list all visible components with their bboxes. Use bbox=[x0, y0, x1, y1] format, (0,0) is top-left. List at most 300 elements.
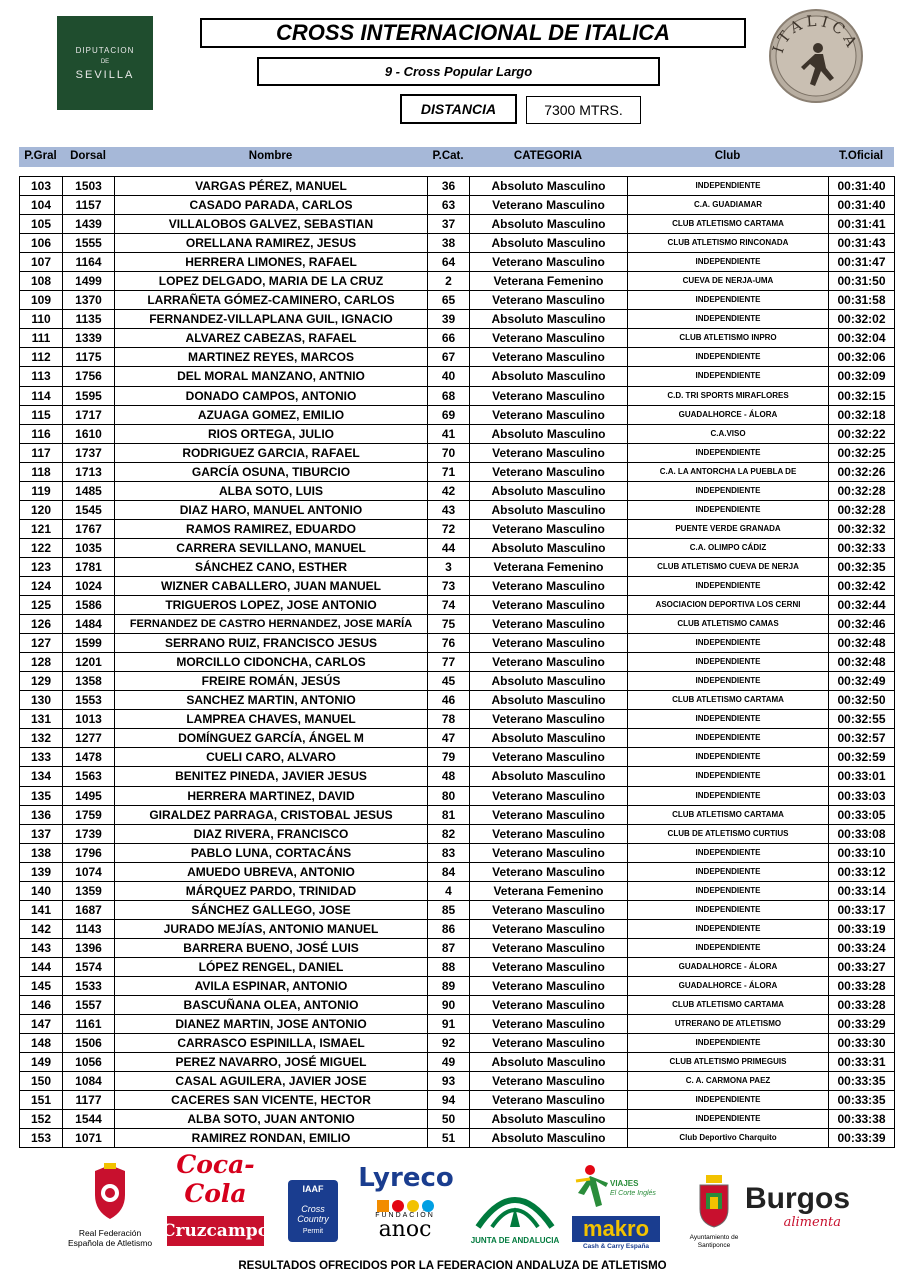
cell-runner-name: FERNANDEZ DE CASTRO HERNANDEZ, JOSE MARÍA bbox=[115, 615, 428, 634]
cell-club: INDEPENDIENTE bbox=[628, 786, 829, 805]
cell-runner-name: DIAZ HARO, MANUEL ANTONIO bbox=[115, 500, 428, 519]
cell-category: Veterano Masculino bbox=[470, 1034, 628, 1053]
cell-official-time: 00:33:10 bbox=[829, 843, 895, 862]
cell-official-time: 00:31:43 bbox=[829, 234, 895, 253]
cell-pos-category: 39 bbox=[428, 310, 470, 329]
cell-pos-category: 84 bbox=[428, 862, 470, 881]
cell-runner-name: BASCUÑANA OLEA, ANTONIO bbox=[115, 996, 428, 1015]
cell-pos-category: 94 bbox=[428, 1091, 470, 1110]
cell-pos-category: 36 bbox=[428, 177, 470, 196]
cell-club: INDEPENDIENTE bbox=[628, 177, 829, 196]
distance-label: DISTANCIA bbox=[400, 94, 517, 124]
table-row bbox=[20, 291, 895, 310]
cell-club: INDEPENDIENTE bbox=[628, 672, 829, 691]
cell-runner-name: JURADO MEJÍAS, ANTONIO MANUEL bbox=[115, 919, 428, 938]
cross-country-text: Cross Country bbox=[297, 1204, 329, 1224]
cell-category: Veterano Masculino bbox=[470, 386, 628, 405]
cell-runner-name: ALBA SOTO, JUAN ANTONIO bbox=[115, 1110, 428, 1129]
cell-runner-name: AZUAGA GOMEZ, EMILIO bbox=[115, 405, 428, 424]
cell-dorsal: 1599 bbox=[63, 634, 115, 653]
cell-category: Absoluto Masculino bbox=[470, 500, 628, 519]
table-row bbox=[20, 348, 895, 367]
cell-club: INDEPENDIENTE bbox=[628, 919, 829, 938]
cell-dorsal: 1499 bbox=[63, 272, 115, 291]
table-row bbox=[20, 938, 895, 957]
cell-category: Absoluto Masculino bbox=[470, 215, 628, 234]
cell-pos-category: 42 bbox=[428, 481, 470, 500]
cell-official-time: 00:32:25 bbox=[829, 443, 895, 462]
cell-runner-name: PABLO LUNA, CORTACÁNS bbox=[115, 843, 428, 862]
viajes-elcorteingles-logo bbox=[570, 1163, 660, 1211]
cell-pos-category: 89 bbox=[428, 976, 470, 995]
cell-category: Absoluto Masculino bbox=[470, 177, 628, 196]
cell-runner-name: DIANEZ MARTIN, JOSE ANTONIO bbox=[115, 1015, 428, 1034]
cell-club: INDEPENDIENTE bbox=[628, 443, 829, 462]
results-table bbox=[19, 176, 895, 1148]
cell-dorsal: 1767 bbox=[63, 519, 115, 538]
cell-pos-general: 119 bbox=[20, 481, 63, 500]
cell-dorsal: 1164 bbox=[63, 253, 115, 272]
cell-category: Absoluto Masculino bbox=[470, 367, 628, 386]
cell-pos-general: 110 bbox=[20, 310, 63, 329]
cell-club: INDEPENDIENTE bbox=[628, 881, 829, 900]
cell-category: Veterano Masculino bbox=[470, 348, 628, 367]
cell-category: Veterano Masculino bbox=[470, 462, 628, 481]
cell-pos-category: 91 bbox=[428, 1015, 470, 1034]
cell-pos-category: 87 bbox=[428, 938, 470, 957]
cell-category: Absoluto Masculino bbox=[470, 1110, 628, 1129]
cell-club: INDEPENDIENTE bbox=[628, 291, 829, 310]
cell-pos-category: 86 bbox=[428, 919, 470, 938]
cell-runner-name: RAMOS RAMIREZ, EDUARDO bbox=[115, 519, 428, 538]
cell-pos-category: 68 bbox=[428, 386, 470, 405]
cell-pos-category: 69 bbox=[428, 405, 470, 424]
cell-dorsal: 1506 bbox=[63, 1034, 115, 1053]
cell-runner-name: CUELI CARO, ALVARO bbox=[115, 748, 428, 767]
cell-official-time: 00:33:38 bbox=[829, 1110, 895, 1129]
cell-category: Veterano Masculino bbox=[470, 291, 628, 310]
cell-official-time: 00:32:32 bbox=[829, 519, 895, 538]
cell-pos-category: 75 bbox=[428, 615, 470, 634]
table-row bbox=[20, 767, 895, 786]
cell-category: Absoluto Masculino bbox=[470, 234, 628, 253]
diputacion-sevilla-logo bbox=[57, 16, 153, 110]
cell-pos-general: 133 bbox=[20, 748, 63, 767]
results-column-header bbox=[19, 147, 894, 167]
cell-pos-general: 129 bbox=[20, 672, 63, 691]
cell-runner-name: BENITEZ PINEDA, JAVIER JESUS bbox=[115, 767, 428, 786]
cell-pos-general: 114 bbox=[20, 386, 63, 405]
cell-official-time: 00:33:27 bbox=[829, 957, 895, 976]
cell-category: Veterano Masculino bbox=[470, 710, 628, 729]
cell-runner-name: ORELLANA RAMIREZ, JESUS bbox=[115, 234, 428, 253]
logo-text: DIPUTACION bbox=[75, 45, 135, 55]
cell-runner-name: MORCILLO CIDONCHA, CARLOS bbox=[115, 653, 428, 672]
cell-official-time: 00:33:35 bbox=[829, 1091, 895, 1110]
cell-pos-general: 126 bbox=[20, 615, 63, 634]
cell-official-time: 00:32:59 bbox=[829, 748, 895, 767]
cell-official-time: 00:32:48 bbox=[829, 634, 895, 653]
cell-official-time: 00:32:06 bbox=[829, 348, 895, 367]
cell-official-time: 00:32:26 bbox=[829, 462, 895, 481]
cell-category: Veterano Masculino bbox=[470, 196, 628, 215]
cell-dorsal: 1024 bbox=[63, 576, 115, 595]
cell-pos-general: 117 bbox=[20, 443, 63, 462]
cell-pos-category: 92 bbox=[428, 1034, 470, 1053]
cell-runner-name: MARTINEZ REYES, MARCOS bbox=[115, 348, 428, 367]
cell-pos-category: 37 bbox=[428, 215, 470, 234]
cell-club: CLUB ATLETISMO CUEVA DE NERJA bbox=[628, 557, 829, 576]
cell-pos-category: 80 bbox=[428, 786, 470, 805]
cell-pos-category: 88 bbox=[428, 957, 470, 976]
distance-value: 7300 MTRS. bbox=[526, 96, 641, 124]
cell-club: GUADALHORCE - ÁLORA bbox=[628, 957, 829, 976]
fundacion-anoc-logo bbox=[365, 1200, 445, 1256]
cell-runner-name: ALBA SOTO, LUIS bbox=[115, 481, 428, 500]
cell-pos-category: 49 bbox=[428, 1053, 470, 1072]
cell-dorsal: 1135 bbox=[63, 310, 115, 329]
italica-logo-text: ITALICA bbox=[768, 11, 863, 56]
cell-club: PUENTE VERDE GRANADA bbox=[628, 519, 829, 538]
cell-dorsal: 1495 bbox=[63, 786, 115, 805]
cell-pos-general: 144 bbox=[20, 957, 63, 976]
cell-pos-general: 122 bbox=[20, 538, 63, 557]
cell-runner-name: TRIGUEROS LOPEZ, JOSE ANTONIO bbox=[115, 596, 428, 615]
table-row bbox=[20, 824, 895, 843]
race-subtitle: 9 - Cross Popular Largo bbox=[257, 57, 660, 86]
cell-category: Absoluto Masculino bbox=[470, 729, 628, 748]
cell-pos-general: 152 bbox=[20, 1110, 63, 1129]
table-row bbox=[20, 653, 895, 672]
iaaf-cross-country-logo bbox=[288, 1180, 338, 1242]
cell-official-time: 00:32:49 bbox=[829, 672, 895, 691]
cell-runner-name: ALVAREZ CABEZAS, RAFAEL bbox=[115, 329, 428, 348]
cell-category: Veterano Masculino bbox=[470, 653, 628, 672]
cell-dorsal: 1175 bbox=[63, 348, 115, 367]
col-nombre: Nombre bbox=[248, 150, 293, 162]
page-title: CROSS INTERNACIONAL DE ITALICA bbox=[200, 18, 746, 48]
cell-club: INDEPENDIENTE bbox=[628, 348, 829, 367]
table-row bbox=[20, 462, 895, 481]
cell-category: Veterano Masculino bbox=[470, 976, 628, 995]
runner-figure-icon bbox=[570, 1163, 610, 1209]
cell-dorsal: 1555 bbox=[63, 234, 115, 253]
cell-category: Absoluto Masculino bbox=[470, 767, 628, 786]
cell-club: CLUB ATLETISMO CARTAMA bbox=[628, 691, 829, 710]
cell-pos-category: 50 bbox=[428, 1110, 470, 1129]
cell-club: CLUB ATLETISMO PRIMEGUIS bbox=[628, 1053, 829, 1072]
table-row bbox=[20, 996, 895, 1015]
cell-club: INDEPENDIENTE bbox=[628, 938, 829, 957]
cell-dorsal: 1161 bbox=[63, 1015, 115, 1034]
table-row bbox=[20, 634, 895, 653]
cell-dorsal: 1610 bbox=[63, 424, 115, 443]
cell-official-time: 00:33:30 bbox=[829, 1034, 895, 1053]
cell-runner-name: SANCHEZ MARTIN, ANTONIO bbox=[115, 691, 428, 710]
cell-dorsal: 1759 bbox=[63, 805, 115, 824]
table-row bbox=[20, 367, 895, 386]
cell-pos-general: 138 bbox=[20, 843, 63, 862]
cell-pos-category: 65 bbox=[428, 291, 470, 310]
cell-pos-general: 108 bbox=[20, 272, 63, 291]
cell-dorsal: 1545 bbox=[63, 500, 115, 519]
cell-dorsal: 1544 bbox=[63, 1110, 115, 1129]
cell-dorsal: 1339 bbox=[63, 329, 115, 348]
cell-dorsal: 1359 bbox=[63, 881, 115, 900]
cell-official-time: 00:33:12 bbox=[829, 862, 895, 881]
cell-club: GUADALHORCE - ÁLORA bbox=[628, 405, 829, 424]
cell-official-time: 00:32:57 bbox=[829, 729, 895, 748]
cell-dorsal: 1035 bbox=[63, 538, 115, 557]
italica-runner-icon bbox=[768, 8, 864, 104]
anoc-dots bbox=[365, 1200, 445, 1212]
cell-runner-name: LAMPREA CHAVES, MANUEL bbox=[115, 710, 428, 729]
cell-pos-category: 51 bbox=[428, 1129, 470, 1148]
table-row bbox=[20, 310, 895, 329]
cell-category: Absoluto Masculino bbox=[470, 672, 628, 691]
table-row bbox=[20, 729, 895, 748]
lyreco-logo: Lyreco bbox=[358, 1163, 454, 1193]
cell-official-time: 00:32:33 bbox=[829, 538, 895, 557]
cell-pos-general: 118 bbox=[20, 462, 63, 481]
cell-pos-general: 120 bbox=[20, 500, 63, 519]
cell-official-time: 00:33:39 bbox=[829, 1129, 895, 1148]
iaaf-text: IAAF bbox=[302, 1184, 324, 1194]
cell-pos-category: 83 bbox=[428, 843, 470, 862]
cell-category: Veterano Masculino bbox=[470, 405, 628, 424]
cell-pos-category: 70 bbox=[428, 443, 470, 462]
santiponce-crest-icon bbox=[696, 1175, 732, 1229]
burgos-alimenta-logo bbox=[745, 1182, 850, 1243]
cell-dorsal: 1756 bbox=[63, 367, 115, 386]
cell-category: Veterano Masculino bbox=[470, 634, 628, 653]
cell-pos-general: 104 bbox=[20, 196, 63, 215]
cell-official-time: 00:32:42 bbox=[829, 576, 895, 595]
table-row bbox=[20, 557, 895, 576]
cell-club: C.D. TRI SPORTS MIRAFLORES bbox=[628, 386, 829, 405]
cell-category: Veterano Masculino bbox=[470, 253, 628, 272]
logo-text: DE bbox=[100, 58, 110, 65]
cell-pos-category: 71 bbox=[428, 462, 470, 481]
cell-category: Veterano Masculino bbox=[470, 1015, 628, 1034]
cell-runner-name: MÁRQUEZ PARDO, TRINIDAD bbox=[115, 881, 428, 900]
cell-dorsal: 1781 bbox=[63, 557, 115, 576]
cell-pos-category: 45 bbox=[428, 672, 470, 691]
table-row bbox=[20, 672, 895, 691]
table-row bbox=[20, 234, 895, 253]
cell-official-time: 00:33:01 bbox=[829, 767, 895, 786]
cell-runner-name: GIRALDEZ PARRAGA, CRISTOBAL JESUS bbox=[115, 805, 428, 824]
col-p-gral: P.Gral bbox=[24, 150, 57, 162]
cell-runner-name: RIOS ORTEGA, JULIO bbox=[115, 424, 428, 443]
cell-category: Veterano Masculino bbox=[470, 919, 628, 938]
cell-official-time: 00:31:41 bbox=[829, 215, 895, 234]
cell-official-time: 00:32:22 bbox=[829, 424, 895, 443]
cell-pos-general: 116 bbox=[20, 424, 63, 443]
cell-pos-general: 121 bbox=[20, 519, 63, 538]
cell-club: INDEPENDIENTE bbox=[628, 748, 829, 767]
logo-text: SEVILLA bbox=[75, 68, 135, 81]
cell-runner-name: AMUEDO UBREVA, ANTONIO bbox=[115, 862, 428, 881]
cell-pos-general: 151 bbox=[20, 1091, 63, 1110]
cell-pos-category: 44 bbox=[428, 538, 470, 557]
cell-category: Veterano Masculino bbox=[470, 1072, 628, 1091]
cell-club: INDEPENDIENTE bbox=[628, 1110, 829, 1129]
cell-runner-name: LOPEZ DELGADO, MARIA DE LA CRUZ bbox=[115, 272, 428, 291]
cell-pos-category: 48 bbox=[428, 767, 470, 786]
table-row bbox=[20, 748, 895, 767]
cell-category: Veterano Masculino bbox=[470, 824, 628, 843]
table-row bbox=[20, 1129, 895, 1148]
cell-club: INDEPENDIENTE bbox=[628, 576, 829, 595]
cell-category: Veterano Masculino bbox=[470, 519, 628, 538]
cell-pos-general: 141 bbox=[20, 900, 63, 919]
cell-official-time: 00:33:28 bbox=[829, 976, 895, 995]
cell-pos-category: 79 bbox=[428, 748, 470, 767]
cell-official-time: 00:32:55 bbox=[829, 710, 895, 729]
cell-pos-general: 146 bbox=[20, 996, 63, 1015]
cell-runner-name: CASADO PARADA, CARLOS bbox=[115, 196, 428, 215]
cell-official-time: 00:33:19 bbox=[829, 919, 895, 938]
cell-pos-general: 128 bbox=[20, 653, 63, 672]
cell-club: INDEPENDIENTE bbox=[628, 253, 829, 272]
cell-dorsal: 1074 bbox=[63, 862, 115, 881]
ayuntamiento-line: Santiponce bbox=[697, 1242, 731, 1249]
cell-pos-category: 76 bbox=[428, 634, 470, 653]
cell-runner-name: CACERES SAN VICENTE, HECTOR bbox=[115, 1091, 428, 1110]
cell-dorsal: 1503 bbox=[63, 177, 115, 196]
cell-pos-category: 46 bbox=[428, 691, 470, 710]
cell-official-time: 00:33:03 bbox=[829, 786, 895, 805]
table-row bbox=[20, 596, 895, 615]
cell-runner-name: CARRERA SEVILLANO, MANUEL bbox=[115, 538, 428, 557]
table-row bbox=[20, 919, 895, 938]
alimenta-text: alimenta bbox=[783, 1215, 841, 1230]
cell-official-time: 00:32:46 bbox=[829, 615, 895, 634]
cell-official-time: 00:31:50 bbox=[829, 272, 895, 291]
cell-club: INDEPENDIENTE bbox=[628, 367, 829, 386]
cell-category: Veterano Masculino bbox=[470, 843, 628, 862]
cell-pos-category: 64 bbox=[428, 253, 470, 272]
cell-official-time: 00:33:28 bbox=[829, 996, 895, 1015]
cell-pos-category: 74 bbox=[428, 596, 470, 615]
table-row bbox=[20, 615, 895, 634]
footer-credit: RESULTADOS OFRECIDOS POR LA FEDERACION ANDALUZA DE ATLETISMO bbox=[238, 1260, 667, 1272]
cell-category: Absoluto Masculino bbox=[470, 424, 628, 443]
cell-club: CLUB DE ATLETISMO CURTIUS bbox=[628, 824, 829, 843]
cell-pos-general: 149 bbox=[20, 1053, 63, 1072]
cell-dorsal: 1557 bbox=[63, 996, 115, 1015]
col-dorsal: Dorsal bbox=[70, 150, 106, 162]
cell-dorsal: 1796 bbox=[63, 843, 115, 862]
cell-pos-category: 3 bbox=[428, 557, 470, 576]
cell-category: Veterana Femenino bbox=[470, 881, 628, 900]
cell-pos-category: 72 bbox=[428, 519, 470, 538]
cell-dorsal: 1739 bbox=[63, 824, 115, 843]
rfea-line: Española de Atletismo bbox=[67, 1238, 153, 1248]
col-t-oficial: T.Oficial bbox=[838, 150, 884, 162]
cell-dorsal: 1713 bbox=[63, 462, 115, 481]
table-row bbox=[20, 710, 895, 729]
cell-pos-category: 40 bbox=[428, 367, 470, 386]
junta-andalucia-logo bbox=[470, 1183, 560, 1247]
table-row bbox=[20, 424, 895, 443]
cell-dorsal: 1563 bbox=[63, 767, 115, 786]
cell-club: Club Deportivo Charquito bbox=[628, 1129, 829, 1148]
cell-pos-category: 4 bbox=[428, 881, 470, 900]
cell-runner-name: RODRIGUEZ GARCIA, RAFAEL bbox=[115, 443, 428, 462]
col-p-cat: P.Cat. bbox=[432, 150, 464, 162]
table-row bbox=[20, 500, 895, 519]
cell-pos-general: 147 bbox=[20, 1015, 63, 1034]
cell-club: INDEPENDIENTE bbox=[628, 862, 829, 881]
cell-club: CLUB ATLETISMO RINCONADA bbox=[628, 234, 829, 253]
cell-club: INDEPENDIENTE bbox=[628, 767, 829, 786]
makro-logo: makro bbox=[572, 1216, 660, 1242]
cell-pos-category: 73 bbox=[428, 576, 470, 595]
cell-dorsal: 1737 bbox=[63, 443, 115, 462]
table-row bbox=[20, 329, 895, 348]
cell-pos-category: 47 bbox=[428, 729, 470, 748]
cell-pos-general: 124 bbox=[20, 576, 63, 595]
cell-dorsal: 1071 bbox=[63, 1129, 115, 1148]
table-row bbox=[20, 1091, 895, 1110]
cell-official-time: 00:32:09 bbox=[829, 367, 895, 386]
cell-pos-general: 140 bbox=[20, 881, 63, 900]
cell-pos-general: 131 bbox=[20, 710, 63, 729]
cell-pos-category: 38 bbox=[428, 234, 470, 253]
permit-text: Permit bbox=[302, 1228, 324, 1235]
table-row bbox=[20, 1053, 895, 1072]
cell-club: CUEVA DE NERJA-UMA bbox=[628, 272, 829, 291]
col-club: Club bbox=[714, 150, 741, 162]
rfea-logo bbox=[60, 1163, 160, 1253]
cell-runner-name: DOMÍNGUEZ GARCÍA, ÁNGEL M bbox=[115, 729, 428, 748]
cell-pos-general: 113 bbox=[20, 367, 63, 386]
cell-runner-name: AVILA ESPINAR, ANTONIO bbox=[115, 976, 428, 995]
table-row bbox=[20, 1034, 895, 1053]
cell-runner-name: SÁNCHEZ GALLEGO, JOSE bbox=[115, 900, 428, 919]
cell-club: UTRERANO DE ATLETISMO bbox=[628, 1015, 829, 1034]
cell-club: INDEPENDIENTE bbox=[628, 481, 829, 500]
cell-dorsal: 1485 bbox=[63, 481, 115, 500]
cell-pos-category: 81 bbox=[428, 805, 470, 824]
cell-category: Veterana Femenino bbox=[470, 557, 628, 576]
cell-runner-name: LARRAÑETA GÓMEZ-CAMINERO, CARLOS bbox=[115, 291, 428, 310]
cell-official-time: 00:32:48 bbox=[829, 653, 895, 672]
cell-category: Absoluto Masculino bbox=[470, 481, 628, 500]
cell-runner-name: RAMIREZ RONDAN, EMILIO bbox=[115, 1129, 428, 1148]
cell-club: CLUB ATLETISMO CARTAMA bbox=[628, 996, 829, 1015]
cell-pos-general: 115 bbox=[20, 405, 63, 424]
cell-club: INDEPENDIENTE bbox=[628, 843, 829, 862]
cell-category: Veterano Masculino bbox=[470, 786, 628, 805]
table-row bbox=[20, 177, 895, 196]
cell-dorsal: 1533 bbox=[63, 976, 115, 995]
results-body bbox=[20, 177, 895, 1148]
cell-pos-general: 143 bbox=[20, 938, 63, 957]
cell-category: Veterano Masculino bbox=[470, 576, 628, 595]
cell-club: ASOCIACION DEPORTIVA LOS CERNI bbox=[628, 596, 829, 615]
cell-pos-category: 77 bbox=[428, 653, 470, 672]
cell-club: CLUB ATLETISMO CARTAMA bbox=[628, 215, 829, 234]
table-row bbox=[20, 272, 895, 291]
table-row bbox=[20, 1110, 895, 1129]
cell-club: C.A.VISO bbox=[628, 424, 829, 443]
table-row bbox=[20, 576, 895, 595]
cell-pos-general: 145 bbox=[20, 976, 63, 995]
cell-pos-general: 109 bbox=[20, 291, 63, 310]
